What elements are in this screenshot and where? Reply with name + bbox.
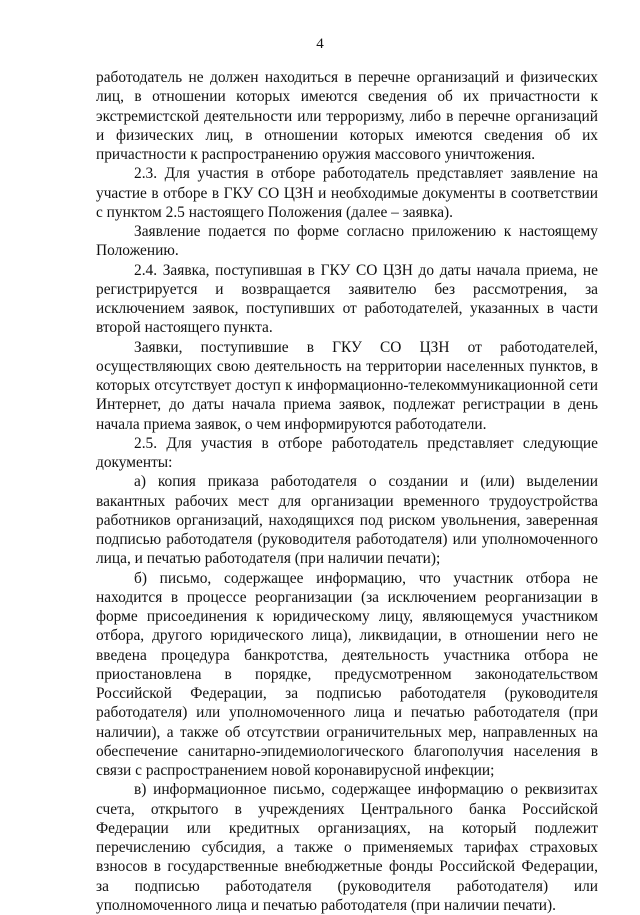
list-item-c: в) информационное письмо, содержащее информацию о реквизитах счета, открытого в учреждениях Центрального банка Российской Федерации или кредитных организациях, на который подлежит перечислению субсидия, а также о применяемых тарифах страховых взносов в государственные внебюджетные фонды Российской Федерации, за подписью работодателя (руководителя работодателя) или уполномоченного лица и печатью работодателя (при наличии печати). bbox=[96, 781, 598, 914]
document-body bbox=[96, 68, 598, 915]
paragraph-2-4: 2.4. Заявка, поступившая в ГКУ СО ЦЗН до даты начала приема, не регистрируется и возвращается заявителю без рассмотрения, за исключением заявок, поступивших от работодателей, указанных в части второй настоящего пункта. bbox=[96, 261, 598, 337]
paragraph-2-4-part-two: Заявки, поступившие в ГКУ СО ЦЗН от работодателей, осуществляющих свою деятельность на территории населенных пунктов, в которых отсутствует доступ к информационно-телекоммуникационной сети Интернет, до даты начала приема заявок, подлежат регистрации в день начала приема заявок, о чем информируются работодатели. bbox=[96, 338, 598, 433]
paragraph-eligibility-continuation: работодатель не должен находиться в перечне организаций и физических лиц, в отношении которых имеются сведения об их причастности к экстремистской деятельности или терроризму, либо в перечне организаций и физических лиц, в отношении которых имеются сведения об их причастности к распространению оружия массового уничтожения. bbox=[96, 69, 598, 163]
list-item-a: а) копия приказа работодателя о создании и (или) выделении вакантных рабочих мест для организации временного трудоустройства работников организаций, находящихся под риском увольнения, заверенная подписью работодателя (руководителя работодателя) или уполномоченного лица, и печатью работодателя (при наличии печати); bbox=[96, 473, 598, 568]
paragraph-application-form: Заявление подается по форме согласно приложению к настоящему Положению. bbox=[96, 223, 598, 260]
paragraph-2-3: 2.3. Для участия в отборе работодатель представляет заявление на участие в отборе в ГКУ СО ЦЗН и необходимые документы в соответствии с пунктом 2.5 настоящего Положения (далее – заявка). bbox=[96, 165, 598, 221]
paragraph-2-5: 2.5. Для участия в отборе работодатель представляет следующие документы: bbox=[96, 434, 598, 471]
page-number: 4 bbox=[316, 36, 324, 52]
list-item-b: б) письмо, содержащее информацию, что участник отбора не находится в процессе реорганизации (за исключением реорганизации в форме присоединения к юридическому лицу, являющемуся участником отбора, другого юридического лица), ликвидации, в отношении него не введена процедура банкротства, деятельность участника отбора не приостановлена в порядке, предусмотренном законодательством Российской Федерации, за подписью работодателя (руководителя работодателя) или уполномоченного лица и печатью работодателя (при наличии), а также об отсутствии ограничительных мер, направленных на обеспечение санитарно-эпидемиологического благополучия населения в связи с распространением новой коронавирусной инфекции; bbox=[96, 569, 598, 779]
